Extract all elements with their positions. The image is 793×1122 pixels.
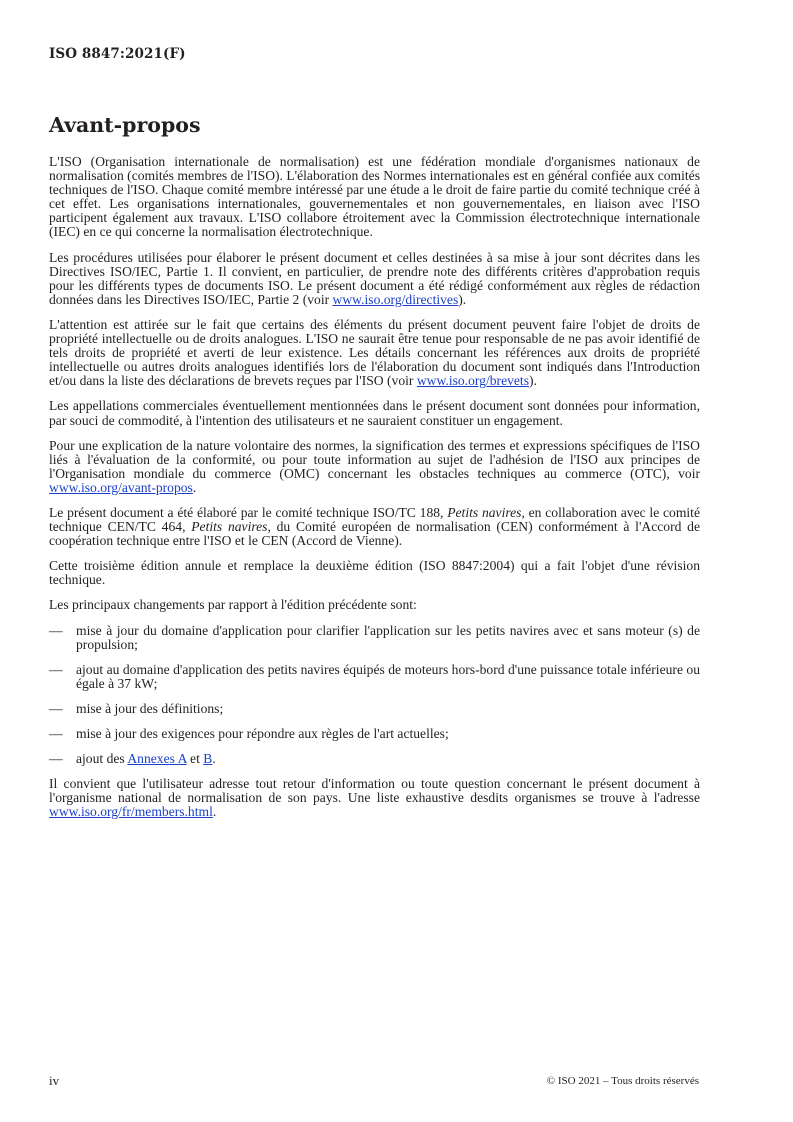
list-item-text: . bbox=[212, 751, 216, 767]
paragraph-text: Le présent document a été élaboré par le comité technique ISO/TC 188, bbox=[49, 504, 448, 520]
paragraph-text: , du Comité européen de normalisation (CEN) conformément à l'Accord de coopération technique entre l'ISO et le CEN (Accord de Vienne). bbox=[49, 519, 700, 549]
paragraph-patents bbox=[49, 318, 700, 388]
cen-committee-title-italic: Petits navires bbox=[191, 519, 268, 535]
list-item-text: mise à jour du domaine d'application pour clarifier l'application sur les petits navires avec et sans moteur (s) de propulsion; bbox=[76, 622, 700, 652]
em-dash-bullet: — bbox=[49, 661, 63, 677]
paragraph-trade-names: Les appellations commerciales éventuellement mentionnées dans le présent document sont données pour information, par souci de commodité, à l'intention des utilisateurs et ne sauraient constituer un engagement. bbox=[49, 398, 700, 428]
em-dash-bullet: — bbox=[49, 700, 63, 716]
paragraph-text: Il convient que l'utilisateur adresse tout retour d'information ou toute question concernant le présent document à l'organisme national de normalisation de son pays. Une liste exhaustive desdits organismes se trouve à l'adresse bbox=[49, 776, 700, 806]
changes-list bbox=[49, 624, 700, 767]
paragraph-feedback bbox=[49, 777, 700, 819]
paragraph-text-end: . bbox=[192, 479, 197, 495]
paragraph-text: Les procédures utilisées pour élaborer le présent document et celles destinées à sa mise à jour sont décrites dans les Directives ISO/IEC, Partie 1. Il convient, en particulier, de prendre note des différents critères d'approbation requis pour les différents types de documents ISO. Le présent document a été rédigé conformément aux règles de rédaction données dans les Directives ISO/IEC, Partie 2 (voir bbox=[49, 249, 700, 307]
em-dash-bullet: — bbox=[49, 726, 63, 741]
list-item bbox=[49, 702, 700, 716]
list-item-text: ajout au domaine d'application des petits navires équipés de moteurs hors-bord d'une puissance totale inférieure ou égale à 37 kW; bbox=[76, 661, 700, 691]
list-item bbox=[49, 624, 700, 652]
page-number: iv bbox=[49, 1073, 60, 1088]
list-item-text: mise à jour des exigences pour répondre aux règles de l'art actuelles; bbox=[76, 726, 449, 741]
document-id-header: ISO 8847:2021(F) bbox=[49, 46, 186, 62]
paragraph-text: , en collaboration avec le comité technique CEN/TC 464, bbox=[49, 504, 700, 535]
copyright-notice: © ISO 2021 – Tous droits réservés bbox=[546, 1075, 699, 1087]
members-link[interactable]: www.iso.org/fr/members.html bbox=[49, 804, 213, 820]
list-item-text: mise à jour des définitions; bbox=[76, 700, 224, 716]
patents-link[interactable]: www.iso.org/brevets bbox=[416, 373, 529, 389]
document-body bbox=[49, 155, 700, 830]
foreword-link[interactable]: www.iso.org/avant-propos bbox=[49, 479, 193, 495]
paragraph-voluntary-nature bbox=[49, 439, 700, 495]
paragraph-text: Pour une explication de la nature volontaire des normes, la signification des termes et expressions spécifiques de l'ISO liés à l'évaluation de la conformité, ou pour toute information au sujet de l'adhésion de l'ISO aux principes de l'Organisation mondiale du commerce (OMC) concernant les obstacles techniques au commerce (OTC), voir bbox=[49, 437, 700, 481]
list-item bbox=[49, 752, 700, 766]
em-dash-bullet: — bbox=[49, 751, 63, 767]
paragraph-text-end: ). bbox=[529, 373, 537, 389]
paragraph-committee bbox=[49, 506, 700, 548]
annex-a-link[interactable]: Annexes A bbox=[127, 751, 187, 767]
em-dash-bullet: — bbox=[49, 622, 63, 638]
page-title: Avant-propos bbox=[49, 113, 201, 137]
committee-title-italic: Petits navires bbox=[447, 504, 522, 520]
paragraph-edition: Cette troisième édition annule et remplace la deuxième édition (ISO 8847:2004) qui a fait l'objet d'une révision technique. bbox=[49, 558, 700, 588]
directives-link[interactable]: www.iso.org/directives bbox=[332, 291, 459, 307]
list-item bbox=[49, 663, 700, 691]
paragraph-changes-intro: Les principaux changements par rapport à l'édition précédente sont: bbox=[49, 597, 417, 613]
paragraph-text: L'attention est attirée sur le fait que certains des éléments du présent document peuvent faire l'objet de droits de propriété intellectuelle ou de droits analogues. L'ISO ne saurait être tenue pour responsable de ne pas avoir identifié de tels droits de propriété et averti de leur existence. Les détails concernant les références aux droits de propriété intellectuelle ou autres droits analogues identifiés lors de l'élaboration du document sont indiqués dans l'Introduction et/ou dans la liste des déclarations de brevets reçues par l'ISO (voir bbox=[49, 316, 700, 389]
list-item bbox=[49, 727, 700, 741]
paragraph-procedures bbox=[49, 251, 700, 307]
list-item-text: ajout des bbox=[76, 751, 128, 767]
annex-b-link[interactable]: B bbox=[203, 751, 213, 767]
list-item-text: et bbox=[186, 751, 204, 767]
paragraph-text-end: . bbox=[212, 804, 217, 820]
paragraph-text-end: ). bbox=[458, 291, 467, 307]
paragraph-iso-intro: L'ISO (Organisation internationale de normalisation) est une fédération mondiale d'organismes nationaux de normalisation (comités membres de l'ISO). L'élaboration des Normes internationales est en général confiée aux comités techniques de l'ISO. Chaque comité membre intéressé par une étude a le droit de faire partie du comité technique créé à cet effet. Les organisations internationales, gouvernementales et non gouvernementales, en liaison avec l'ISO participent également aux travaux. L'ISO collabore étroitement avec la Commission électrotechnique internationale (IEC) en ce qui concerne la normalisation électrotechnique. bbox=[49, 154, 700, 240]
